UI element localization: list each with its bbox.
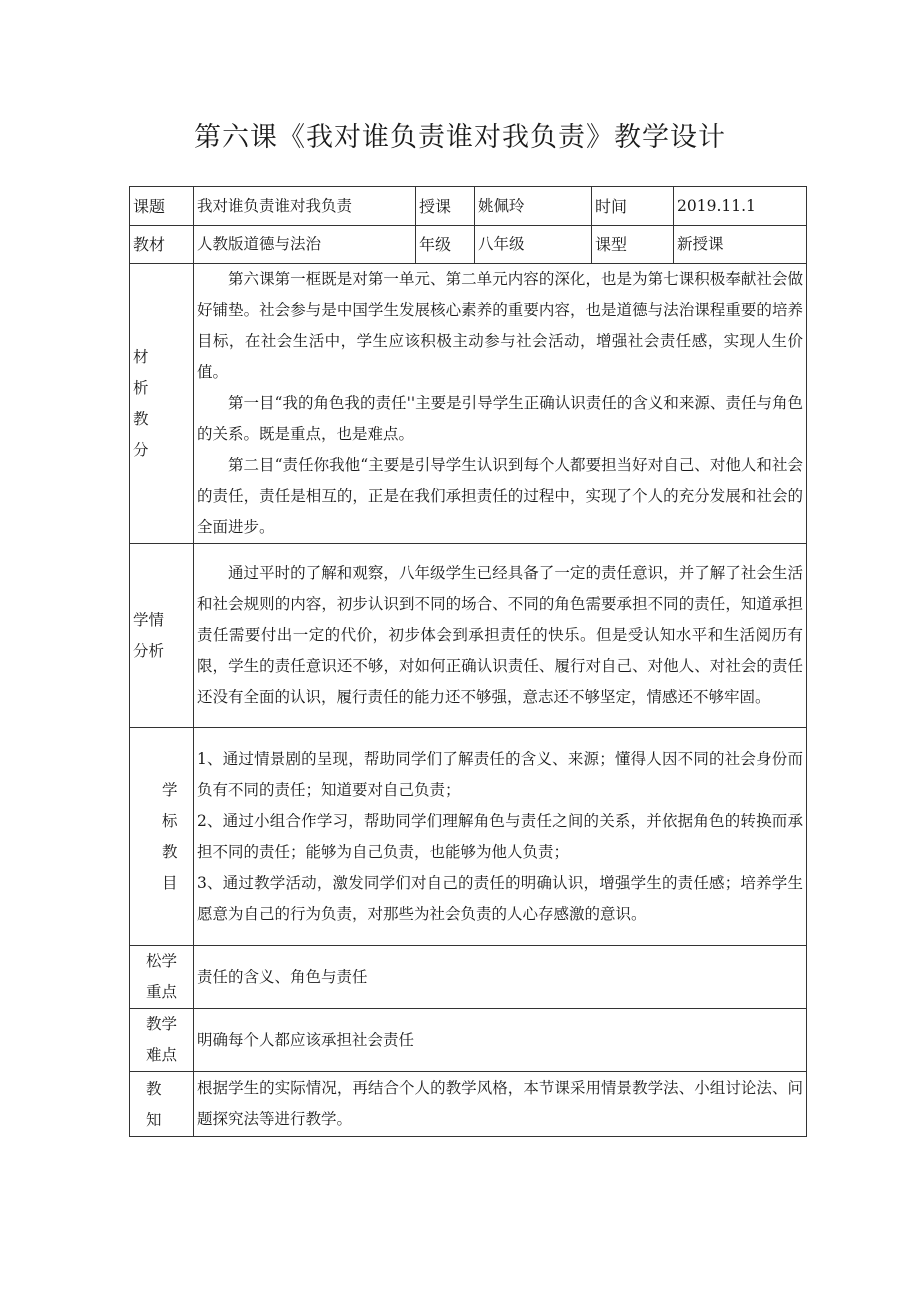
teacher-value: 姚佩玲 <box>475 187 592 226</box>
teaching-goals-row <box>130 728 807 946</box>
teaching-method-label: 教 知 <box>130 1072 194 1137</box>
header-row-1 <box>130 187 807 226</box>
lesson-type-value: 新授课 <box>674 226 807 264</box>
time-value: 2019.11.1 <box>674 187 807 226</box>
key-point-label: 松学 重点 <box>130 946 194 1009</box>
difficulty-content: 明确每个人都应该承担社会责任 <box>194 1009 807 1072</box>
grade-value: 八年级 <box>475 226 592 264</box>
textbook-value: 人教版道德与法治 <box>194 226 416 264</box>
goal-item: 1、通过情景剧的呈现，帮助同学们了解责任的含义、来源；懂得人因不同的社会身份而负有不同的责任；知道要对自己负责； <box>197 749 803 799</box>
material-paragraph: 第二目“责任你我他“主要是引导学生认识到每个人都要担当好对自己、对他人和社会的责任，责任是相互的，正是在我们承担责任的过程中，实现了个人的充分发展和社会的全面进步。 <box>197 456 803 536</box>
material-paragraph: 第六课第一框既是对第一单元、第二单元内容的深化，也是为第七课积极奉献社会做好铺垫。社会参与是中国学生发展核心素养的重要内容，也是道德与法治课程重要的培养目标，在社会生活中，学生应该积极主动参与社会活动，增强社会责任感，实现人生价值。 <box>197 270 803 381</box>
teacher-label: 授课 <box>416 187 475 226</box>
student-analysis-content <box>194 544 807 728</box>
lesson-plan-table <box>129 186 807 1137</box>
material-analysis-row <box>130 264 807 544</box>
topic-value: 我对谁负责谁对我负责 <box>194 187 416 226</box>
goal-item: 2、通过小组合作学习，帮助同学们理解角色与责任之间的关系，并依据角色的转换而承担不同的责任；能够为自己负责，也能够为他人负责； <box>197 811 803 861</box>
material-analysis-content <box>194 264 807 544</box>
student-analysis-label: 学情 分析 <box>130 544 194 728</box>
teaching-goals-label: 学 标 教 目 <box>130 728 194 946</box>
key-point-row <box>130 946 807 1009</box>
textbook-label: 教材 <box>130 226 194 264</box>
material-analysis-label: 材 析 教 分 <box>130 264 194 544</box>
student-analysis-row <box>130 544 807 728</box>
key-point-content: 责任的含义、角色与责任 <box>194 946 807 1009</box>
goal-item: 3、通过教学活动，激发同学们对自己的责任的明确认识，增强学生的责任感；培养学生愿意为自己的行为负责，对那些为社会负责的人心存感激的意识。 <box>197 873 803 923</box>
teaching-method-content: 根据学生的实际情况，再结合个人的教学风格，本节课采用情景教学法、小组讨论法、问题探究法等进行教学。 <box>194 1072 807 1137</box>
material-paragraph: 第一目“我的角色我的责任''主要是引导学生正确认识责任的含义和来源、责任与角色的关系。既是重点，也是难点。 <box>197 394 803 443</box>
difficulty-row <box>130 1009 807 1072</box>
teaching-goals-content <box>194 728 807 946</box>
document-title: 第六课《我对谁负责谁对我负责》教学设计 <box>194 122 726 153</box>
student-paragraph: 通过平时的了解和观察，八年级学生已经具备了一定的责任意识，并了解了社会生活和社会规则的内容，初步认识到不同的场合、不同的角色需要承担不同的责任，知道承担责任需要付出一定的代价，初步体会到承担责任的快乐。但是受认知水平和生活阅历有限，学生的责任意识还不够，对如何正确认识责任、履行对自己、对他人、对社会的责任还没有全面的认识，履行责任的能力还不够强，意志还不够坚定，情感还不够牢固。 <box>197 564 803 706</box>
topic-label: 课题 <box>130 187 194 226</box>
difficulty-label: 教学 难点 <box>130 1009 194 1072</box>
lesson-type-label: 课型 <box>592 226 674 264</box>
grade-label: 年级 <box>416 226 475 264</box>
teaching-method-row <box>130 1072 807 1137</box>
time-label: 时间 <box>592 187 674 226</box>
header-row-2 <box>130 226 807 264</box>
